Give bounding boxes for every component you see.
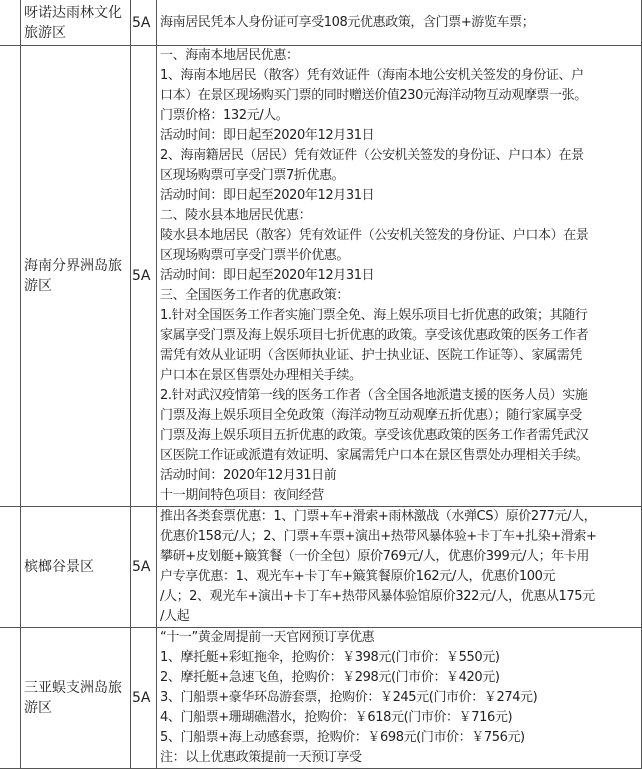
scenic-level: 5A: [131, 628, 157, 769]
policy-line: 1、摩托艇+彩虹拖伞，抢购价：￥398元(门市价：￥550元): [160, 650, 500, 665]
policy-line: /人起: [160, 609, 190, 624]
row-index: [0, 0, 21, 46]
table-row: [0, 46, 642, 507]
policy-line: “十一”黄金周提前一天官网预订享优惠: [160, 630, 375, 645]
scenic-level: 5A: [131, 46, 157, 507]
policy-line: 推出各类套票优惠：1、门票+车+滑索+雨林激战（水弹CS）原价277元/人，: [160, 509, 597, 524]
policy-line: 活动时间：2020年12月31日前: [160, 468, 337, 483]
policy-line: 口本）在景区现场购买门票的同时赠送价值230元海洋动物互动观摩票一张。: [160, 88, 587, 103]
policy-line: 活动时间：即日起至2020年12月31日: [160, 268, 375, 283]
policy-line: 区现场购票可享受门票7折优惠。: [160, 168, 345, 183]
policy-line: 3、门船票+豪华环岛游套票，抢购价：￥245元(门市价：￥274元): [160, 690, 538, 705]
policy-line: 三、全国医务工作者的优惠政策：: [160, 288, 350, 303]
policy-line: 陵水县本地居民（散客）凭有效证件（公安机关签发的身份证、户口本）在景: [160, 228, 589, 243]
policy-line: 门票价格：132元/人。: [160, 108, 289, 123]
scenic-level: 5A: [131, 507, 157, 628]
discount-policy: [157, 628, 642, 769]
policy-line: 5、门船票+海上动感套票，抢购价：￥698元(门市价：￥756元): [160, 730, 525, 745]
discount-policy: [157, 46, 642, 507]
policy-line: 4、门船票+珊瑚礁潜水，抢购价：￥618元(门市价：￥716元): [160, 710, 513, 725]
policy-line: 十一期间特色项目：夜间经营: [160, 488, 324, 503]
policy-line: 二、陵水县本地居民优惠：: [160, 208, 312, 223]
scenic-area-name-line: 三亚蜈支洲岛旅: [24, 680, 122, 696]
policy-line: 优惠价158元/人；2、门票+车票+演出+热带风暴体验+卡丁车+扎染+滑索+: [160, 529, 597, 544]
row-index: [0, 46, 21, 507]
scenic-area-name-line: 呀诺达雨林文化: [24, 4, 122, 21]
policy-line: 2.针对武汉疫情第一线的医务工作者（含全国各地派遣支援的医务人员）实施: [160, 388, 588, 403]
policy-line: 区现场购票可享受门票半价优惠。: [160, 248, 350, 263]
policy-line: 区医院工作证或派遣有效证明、家属需凭户口本在景区售票处办理相关手续。: [160, 448, 589, 463]
policy-line: 户专享优惠：1、观光车+卡丁车+簸箕餐原价162元/人，优惠价100元: [160, 569, 556, 584]
scenic-area-name-line: 槟榔谷景区: [24, 559, 94, 575]
policy-line: 攀研+皮划艇+簸箕餐（一价全包）原价769元/人，优惠价399元/人；年卡用: [160, 549, 589, 564]
policy-line: 一、海南本地居民优惠：: [160, 48, 299, 63]
scenic-area-name: [21, 0, 131, 46]
policy-line: /人；2、观光车+演出+卡丁车+热带风暴体验馆原价322元/人，优惠从175元: [160, 589, 595, 604]
policy-line: 1、海南本地居民（散客）凭有效证件（海南本地公安机关签发的身份证、户: [160, 68, 584, 83]
scenic-area-name: [21, 46, 131, 507]
discount-policy: [157, 507, 642, 628]
policy-line: 注：以上优惠政策提前一天预订享受: [160, 750, 362, 765]
policy-line: 门票及海上娱乐项目全免政策（海洋动物互动观摩五折优惠）；随行家属享受: [160, 408, 582, 423]
scenic-area-name-line: 游区: [24, 278, 52, 294]
policy-line: 2、海南籍居民（居民）凭有效证件（公安机关签发的身份证、户口本）在景: [160, 148, 584, 163]
scenic-area-name: [21, 628, 131, 769]
row-index: [0, 507, 21, 628]
scenic-level: 5A: [131, 0, 157, 46]
policy-line: 门票及海上娱乐项目五折优惠的政策。享受该优惠政策的医务工作者需凭武汉: [160, 428, 589, 443]
scenic-area-name-line: 游区: [24, 700, 52, 716]
discount-policy: [157, 0, 642, 46]
table-row: [0, 0, 642, 46]
policy-line: 1.针对全国医务工作者实施门票全免、海上娱乐项目七折优惠的政策；其随行: [160, 308, 588, 323]
policy-line: 活动时间：即日起至2020年12月31日: [160, 128, 375, 143]
table-row: [0, 628, 642, 769]
row-index: [0, 628, 21, 769]
policy-line: 海南居民凭本人身份证可享受108元优惠政策，含门票+游览车票；: [160, 14, 535, 30]
scenic-area-name-line: 旅游区: [24, 24, 66, 41]
policy-line: 需凭有效从业证明（含医师执业证、护士执业证、医院工作证等）、家属需凭: [160, 348, 582, 363]
policy-line: 户口本在景区售票处办理相关手续。: [160, 368, 362, 383]
policy-line: 家属享受门票及海上娱乐项目七折优惠的政策。享受该优惠政策的医务工作者: [160, 328, 589, 343]
table-row: [0, 507, 642, 628]
policy-line: 活动时间：即日起至2020年12月31日: [160, 188, 375, 203]
scenic-area-name: [21, 507, 131, 628]
policy-line: 2、摩托艇+急速飞鱼，抢购价：￥298元(门市价：￥420元): [160, 670, 500, 685]
scenic-area-name-line: 海南分界洲岛旅: [24, 258, 122, 274]
